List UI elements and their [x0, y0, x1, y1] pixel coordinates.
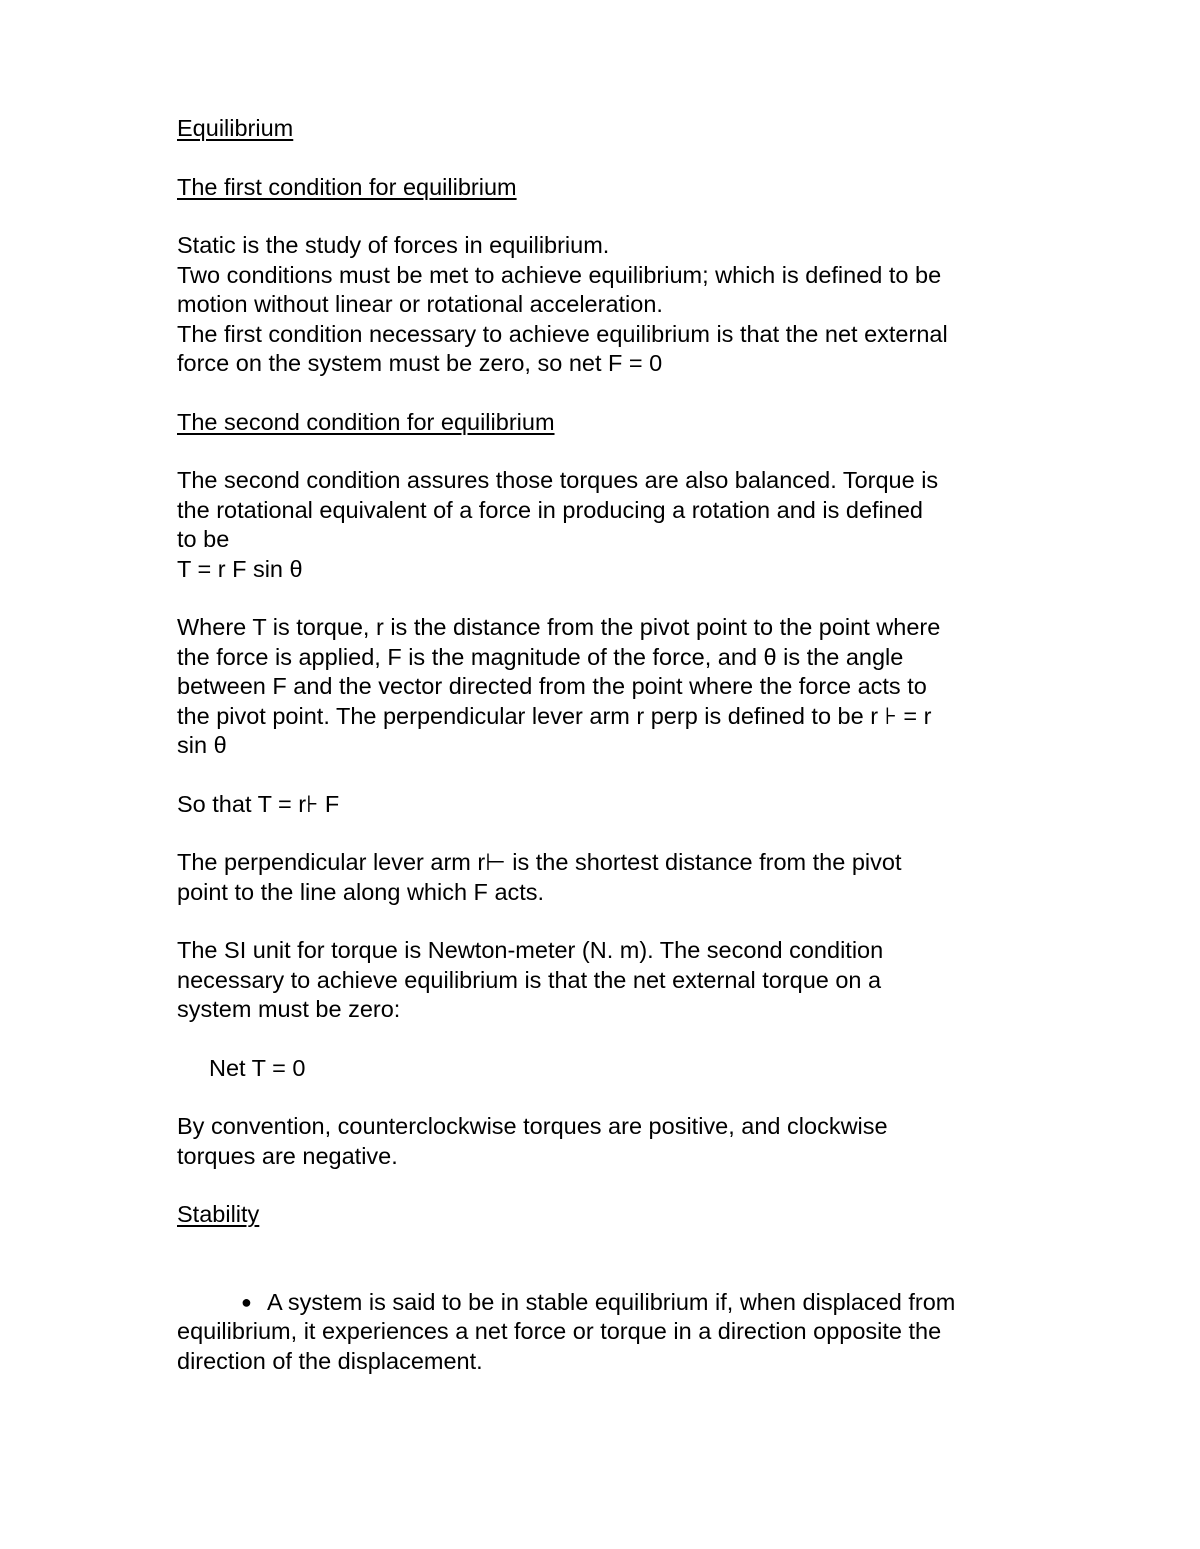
paragraph-line: point to the line along which F acts. — [177, 878, 545, 905]
spacer — [177, 584, 1027, 613]
paragraph-line: to be — [177, 526, 230, 552]
spacer — [177, 761, 1027, 790]
spacer — [177, 1171, 1027, 1200]
spacer — [177, 379, 1027, 408]
paragraph-line: torques are negative. — [177, 1142, 398, 1169]
paragraph-line: The second condition assures those torques are also balanced. Torque is — [177, 467, 939, 493]
paragraph-si-unit — [177, 936, 1027, 1025]
paragraph-line: the pivot point. The perpendicular lever arm r perp is defined to be r ⊦ = r — [177, 702, 932, 729]
paragraph-line: Static is the study of forces in equilibrium. — [177, 232, 610, 258]
paragraph-line: the rotational equivalent of a force in producing a rotation and is defined — [177, 496, 923, 523]
paragraph-line: The perpendicular lever arm r⊢ is the shortest distance from the pivot — [177, 849, 902, 875]
spacer — [177, 1259, 1027, 1288]
paragraph-line: Where T is torque, r is the distance from the pivot point to the point where — [177, 614, 941, 640]
spacer — [177, 1025, 1027, 1054]
paragraph-line: motion without linear or rotational acceleration. — [177, 291, 663, 317]
list-item-line: equilibrium, it experiences a net force or torque in a direction opposite the — [177, 1318, 942, 1344]
net-torque-formula: Net T = 0 — [209, 1054, 306, 1081]
bullet-icon: ● — [241, 1291, 252, 1312]
paragraph-line: The first condition necessary to achieve equilibrium is that the net external — [177, 320, 948, 347]
bullet-list — [177, 1288, 1027, 1377]
paragraph-line: sin θ — [177, 732, 227, 758]
section-heading-first-condition: The first condition for equilibrium — [177, 173, 517, 200]
paragraph-torque-variables — [177, 613, 1027, 761]
paragraph-line: The SI unit for torque is Newton-meter (N. m). The second condition — [177, 937, 884, 963]
spacer — [177, 144, 1027, 173]
list-item-line — [177, 1288, 1027, 1318]
paragraph-intro — [177, 231, 1027, 379]
paragraph-line: By convention, counterclockwise torques are positive, and clockwise — [177, 1113, 888, 1139]
lever-arm-formula: So that T = r⊦ F — [177, 790, 340, 817]
document-body — [177, 114, 1027, 1376]
paragraph-line: necessary to achieve equilibrium is that the net external torque on a — [177, 966, 882, 993]
document-title: Equilibrium — [177, 115, 294, 141]
paragraph-torque-definition — [177, 466, 1027, 584]
section-heading-second-condition: The second condition for equilibrium — [177, 408, 555, 435]
list-item-text: A system is said to be in stable equilibrium if, when displaced from — [267, 1288, 956, 1315]
spacer — [177, 202, 1027, 231]
paragraph-line: between F and the vector directed from the point where the force acts to — [177, 673, 927, 699]
torque-formula: T = r F sin θ — [177, 555, 303, 582]
paragraph-line: Two conditions must be met to achieve equilibrium; which is defined to be — [177, 261, 942, 288]
list-item — [177, 1288, 1027, 1377]
spacer — [177, 819, 1027, 848]
paragraph-line: system must be zero: — [177, 996, 401, 1022]
paragraph-sign-convention — [177, 1112, 1027, 1171]
section-heading-stability: Stability — [177, 1201, 260, 1227]
spacer — [177, 1083, 1027, 1112]
paragraph-lever-arm — [177, 848, 1027, 907]
spacer — [177, 437, 1027, 466]
paragraph-line: force on the system must be zero, so net F = 0 — [177, 350, 663, 376]
list-item-line: direction of the displacement. — [177, 1347, 483, 1374]
paragraph-line: the force is applied, F is the magnitude of the force, and θ is the angle — [177, 643, 904, 670]
spacer — [177, 907, 1027, 936]
spacer — [177, 1230, 1027, 1259]
